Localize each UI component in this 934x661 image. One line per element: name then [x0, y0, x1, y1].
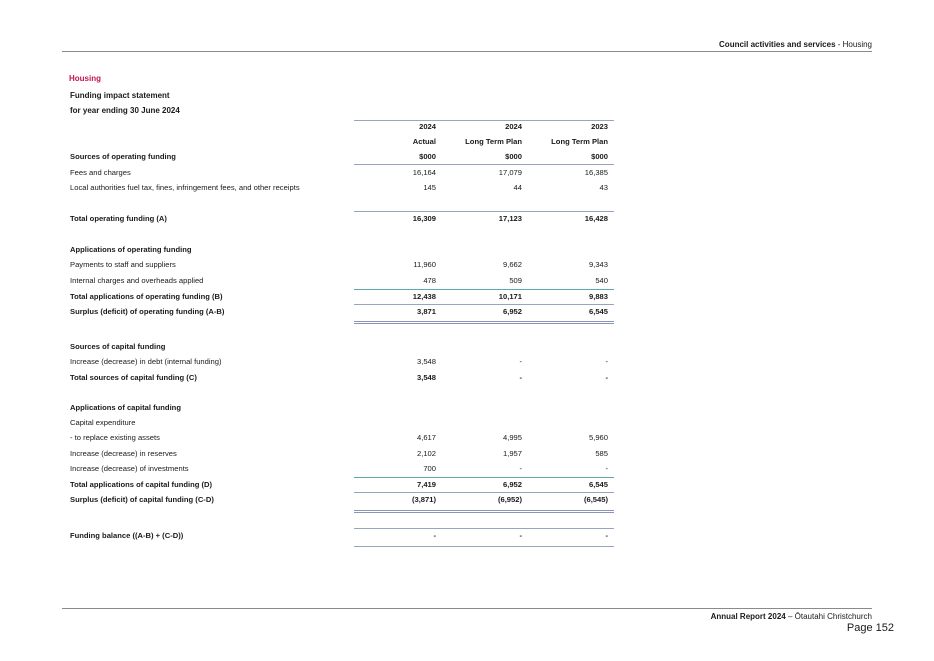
table-row	[70, 417, 614, 429]
footer-rule	[62, 608, 872, 609]
table-rule	[354, 528, 614, 529]
cell: 509	[509, 276, 522, 285]
table-rule	[354, 304, 614, 305]
table-row	[70, 291, 614, 303]
statement-period: for year ending 30 June 2024	[70, 106, 180, 115]
cell: 16,385	[584, 168, 608, 177]
table-row	[70, 213, 614, 225]
cell: 44	[513, 183, 522, 192]
table-row	[70, 244, 614, 256]
header-row-types	[70, 136, 614, 148]
cell: 10,171	[498, 292, 522, 301]
footer-place: – Ōtautahi Christchurch	[785, 612, 872, 621]
cell: 145	[423, 183, 436, 192]
row-label: Total applications of capital funding (D)	[70, 480, 213, 489]
cell: 478	[423, 276, 436, 285]
cell: -	[605, 357, 608, 366]
table-bottom-rule	[354, 546, 614, 547]
page-title: Housing	[69, 74, 101, 83]
cell: 11,960	[413, 260, 436, 269]
header-row-units	[70, 151, 614, 163]
row-label: Increase (decrease) in debt (internal funding)	[70, 357, 222, 366]
cell: 16,164	[412, 168, 436, 177]
row-label: Total sources of capital funding (C)	[70, 373, 197, 382]
row-label: Total applications of operating funding (B)	[70, 292, 223, 301]
cell: (6,952)	[497, 495, 522, 504]
cell: 6,545	[588, 307, 608, 316]
table-rule	[354, 164, 614, 165]
cell: 3,548	[416, 357, 436, 366]
col-year-2: 2024	[505, 122, 522, 131]
cell: 12,438	[412, 292, 436, 301]
footer-report: Annual Report 2024	[710, 612, 786, 621]
col-unit-2: $000	[505, 152, 522, 161]
table-rule	[354, 211, 614, 212]
cell: 9,343	[588, 260, 608, 269]
header-section: Council activities and services	[719, 40, 836, 49]
cell: 4,995	[502, 433, 522, 442]
cell: 700	[423, 464, 436, 473]
cell: 6,545	[588, 480, 608, 489]
cell: 6,952	[502, 307, 522, 316]
table-rule	[354, 477, 614, 478]
table-row	[70, 341, 614, 353]
cell: -	[433, 531, 436, 540]
table-rule	[354, 289, 614, 290]
row-label: Payments to staff and suppliers	[70, 260, 176, 269]
table-row	[70, 463, 614, 475]
cell: -	[519, 531, 522, 540]
cell: 4,617	[416, 433, 436, 442]
cell: -	[519, 357, 522, 366]
cell: 16,309	[412, 214, 436, 223]
row-label: Local authorities fuel tax, fines, infringement fees, and other receipts	[70, 183, 300, 192]
header-row-years	[70, 121, 614, 133]
row-label: Increase (decrease) in reserves	[70, 449, 177, 458]
cell: 2,102	[416, 449, 436, 458]
cell: 17,123	[498, 214, 522, 223]
col-type-1: Actual	[412, 137, 436, 146]
cell: -	[605, 531, 608, 540]
row-label: Surplus (deficit) of operating funding (A-B)	[70, 307, 225, 316]
cell: 9,662	[502, 260, 522, 269]
cell: 16,428	[584, 214, 608, 223]
table-rule	[354, 492, 614, 493]
row-label: Fees and charges	[70, 168, 131, 177]
table-row	[70, 182, 614, 194]
row-label: Capital expenditure	[70, 418, 136, 427]
table-row	[70, 530, 614, 542]
section-heading: Sources of operating funding	[70, 152, 176, 161]
col-type-3: Long Term Plan	[551, 137, 608, 146]
col-unit-1: $000	[419, 152, 436, 161]
table-row	[70, 402, 614, 414]
running-footer	[711, 612, 872, 621]
table-row	[70, 432, 614, 444]
page-number: Page 152	[846, 622, 894, 634]
row-label: Total operating funding (A)	[70, 214, 167, 223]
row-label: Sources of capital funding	[70, 342, 166, 351]
cell: -	[519, 373, 522, 382]
statement-title: Funding impact statement	[70, 91, 170, 100]
table-row	[70, 448, 614, 460]
col-year-3: 2023	[591, 122, 608, 131]
cell: 6,952	[502, 480, 522, 489]
double-rule	[354, 321, 614, 324]
cell: 7,419	[416, 480, 436, 489]
cell: (3,871)	[411, 495, 436, 504]
table-row	[70, 356, 614, 368]
cell: 43	[599, 183, 608, 192]
cell: 17,079	[498, 168, 522, 177]
cell: 3,548	[416, 373, 436, 382]
table-row	[70, 494, 614, 506]
row-label: Internal charges and overheads applied	[70, 276, 204, 285]
double-rule	[354, 510, 614, 513]
cell: (6,545)	[583, 495, 608, 504]
table-row	[70, 479, 614, 491]
cell: -	[605, 373, 608, 382]
table-row	[70, 275, 614, 287]
cell: 540	[595, 276, 608, 285]
table-row	[70, 259, 614, 271]
header-subsection: - Housing	[835, 40, 872, 49]
col-year-1: 2024	[419, 122, 436, 131]
col-type-2: Long Term Plan	[465, 137, 522, 146]
row-label: Applications of capital funding	[70, 403, 181, 412]
cell: 1,957	[502, 449, 522, 458]
cell: 585	[595, 449, 608, 458]
row-label: Increase (decrease) of investments	[70, 464, 189, 473]
row-label: Funding balance ((A-B) + (C-D))	[70, 531, 184, 540]
cell: 3,871	[416, 307, 436, 316]
cell: -	[605, 464, 608, 473]
cell: -	[519, 464, 522, 473]
row-label: Applications of operating funding	[70, 245, 192, 254]
header-rule	[62, 51, 872, 52]
cell: 5,960	[588, 433, 608, 442]
row-label: Surplus (deficit) of capital funding (C-D)	[70, 495, 214, 504]
table-row	[70, 167, 614, 179]
table-row	[70, 306, 614, 318]
table-row	[70, 372, 614, 384]
cell: 9,883	[588, 292, 608, 301]
row-label: - to replace existing assets	[70, 433, 160, 442]
running-header	[719, 40, 872, 49]
col-unit-3: $000	[591, 152, 608, 161]
